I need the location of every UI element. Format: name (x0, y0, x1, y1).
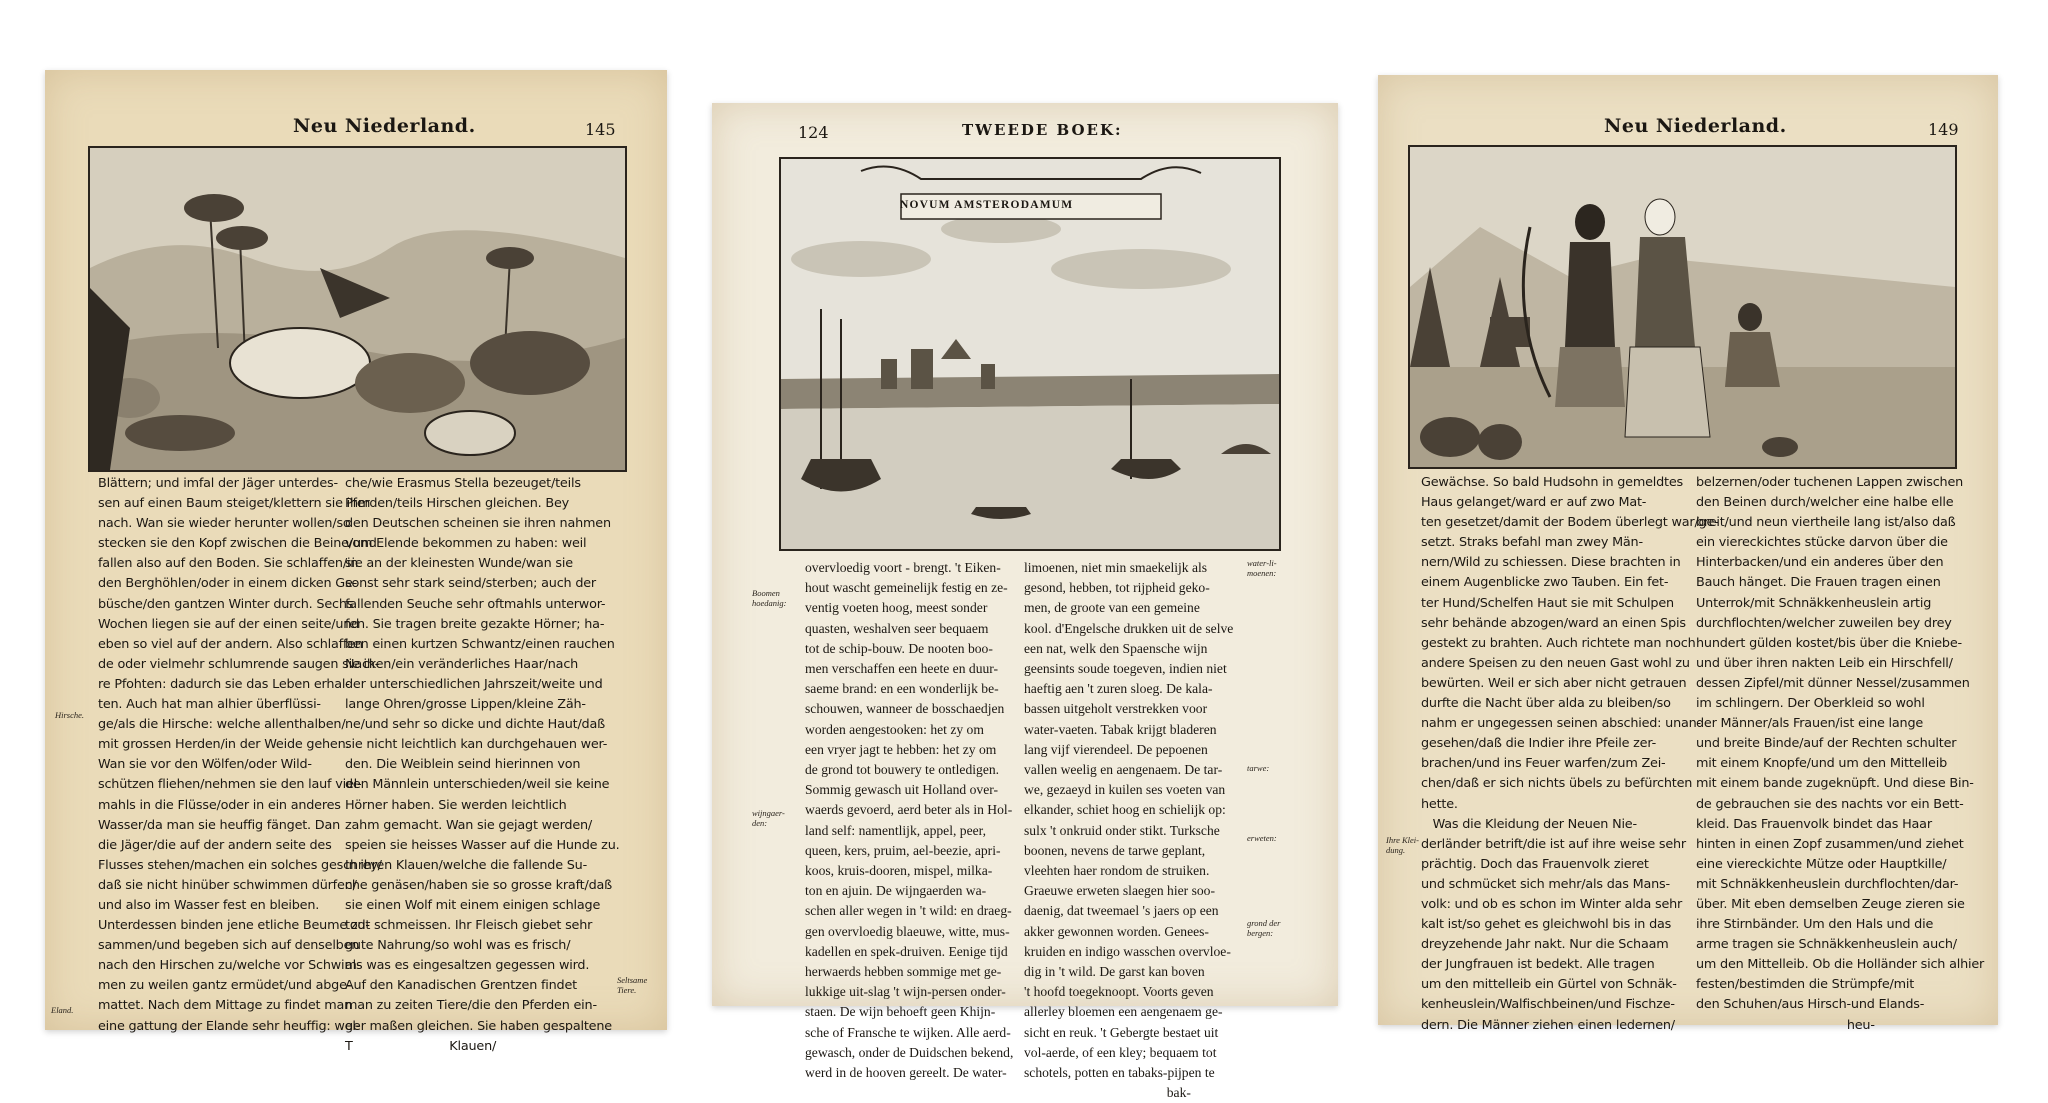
page-number: 145 (585, 120, 616, 139)
margin-note-erweten: erweten: (1247, 833, 1277, 843)
page-header: TWEEDE BOEK: (962, 121, 1123, 139)
right-text-column-2: belzernen/oder tuchenen Lappen zwischen den Beinen durch/welcher eine halbe elle breit/und neun viertheile lang ist/also daß ein viereckichtes stücke darvon über die Hinterbacken/und ein anderes über den Bauch hänget. Die Frauen tragen einen Unterrok/mit Schnäkkenheuslein artig durchflochten/welcher zuweilen bey drey hundert gülden kostet/bis über die Kniebe- und über ihren nakten Leib ein Hirschfell/ dessen Zipfel/mit dünner Nessel/zusammen im schlingern. Der Oberkleid so wohl der Männer/als Frauen/ist eine lange und breite Binde/auf der Rechten schulter mit einem Knopfe/und um den Mittelleib mit einem bande zugeknüpft. Und diese Bin- de gebrauchen sie des nachts vor ein Bett- kleid. Das Frauenvolk bindet das Haar hinten in einen Zopf zusammen/und ziehet eine viereckichte Mütze oder Hauptkille/ mit Schnäkkenheuslein durchflochten/dar- über. Mit eben demselben Zeuge zieren sie ihre Stirnbänder. Um den Hals und die arme tragen sie Schnäkkenheuslein auch/ um den Mittelleib. Ob die Holländer sich alhier festen/bestimden die Strümpfe/mit den Schuhen/aus Hirsch-und Elands- heu- (1696, 475, 1985, 1033)
middle-text-column-1: overvloedig voort - brengt. 't Eiken- hout wascht gemeinelijk festig en ze- ventig voeten hoog, meest sonder quasten, weshalven seer bequaem tot de schip-bouw. De nooten boo- men verschaffen een heete en duur- saeme brand: en een wonderlijk be- schouwen, wanneer de bosschaedjen worden aengestooken: het zy om een vryer jagt te hebben: het zy om de grond tot bouwery te ontledigen. Sommig gewasch uit Holland over- waerds gevoerd, aerd beter als in Hol- land self: namentlijk, appel, peer, queen, kers, pruim, ael-beezie, apri- koos, kruis-dooren, mispel, milka- ton en ajuin. De wijngaerden wa- schen aller wegen in 't wild: en draeg- gen overvloedig blaeuwe, witte, mus- kadellen en spek-druiven. Eenige tijd herwaerds hebben sommige met ge- lukkige uit-slag 't wijn-persen onder- staen. De wijn behoeft geen Khijn- sche of Fransche te wijken. Alle aerd- gewasch, onder de Duidschen bekend, werd in de hooven gereelt. De water- (805, 560, 1014, 1081)
middle-page-sheet (712, 103, 1338, 1101)
page-number: 149 (1928, 120, 1959, 139)
right-text-column-1: Gewächse. So bald Hudsohn in gemeldtes Haus gelanget/ward er auf zwo Mat- ten gesetzet/damit der Bodem überlegt war/ge- setzt. Straks befahl man zwey Män- nern/Wild zu schiessen. Diese brachten in einem Augenblicke zwo Tauben. Ein fet- ter Hund/Schelfen Haut sie mit Schulpen sehr behände abzogen/ward an einen Spis gestekt zu brahten. Auch richtete man noch andere Speisen zu den neuen Gast wohl zu bewürten. Weil er sich aber nicht getrauen durfte die Nacht über alda zu bleiben/so nahm er ungegessen seinen abschied: unan- gesehen/daß die Indier ihre Pfeile zer- brachen/und ins Feuer warfen/zum Zei- chen/daß er sich nichts übels zu befürchten hette. Was die Kleidung der Neuen Nie- derländer betrift/die ist auf ihre weise sehr prächtig. Doch das Frauenvolk zieret und schmücket sich mehr/als das Mans- volk: und ob es schon im Winter alda sehr kalt ist/so gehet es gleichwohl bis in das dreyzehende Jahr nakt. Nur die Schaam der Jungfrauen ist bedekt. Alle tragen um den mittelleib ein Gürtel von Schnäk- kenheuslein/Walfischbeinen/und Fischze- dern. Die Männer ziehen einen ledernen/ (1421, 475, 1719, 1033)
margin-note-waterlimoenen: water-li- moenen: (1247, 558, 1277, 578)
margin-note-hirsche: Hirsche. (55, 710, 85, 720)
natives-engraving-drawing (1410, 147, 1955, 467)
novum-amsterodamum-engraving (779, 157, 1281, 551)
natives-engraving (1408, 145, 1957, 469)
margin-note-boomen: Boomen hoedanig: (752, 588, 787, 608)
margin-note-tarwe: tarwe: (1247, 763, 1270, 773)
right-page-sheet (1378, 75, 1998, 1033)
page-title: Neu Niederland. (293, 115, 476, 137)
left-text-column-1: Blättern; und imfal der Jäger unterdes- sen auf einen Baum steiget/klettern sie ihm nach. Wan sie wieder herunter wollen/so stecken sie den Kopf zwischen die Beine/und fallen also auf den Boden. Sie schlaffen/in den Berghöhlen/oder in einem dicken Ge- büsche/den gantzen Winter durch. Sechs Wochen liegen sie auf der einen seite/und eben so viel auf der andern. Also schlaffen de oder vielmehr schlumrende saugen sie ih- re Pfohten: dadurch sie das Leben erhal- ten. Auch hat man alhier überflüssi- ge/als die Hirsche: welche allenthalben/ mit grossen Herden/in der Weide gehen. Wan sie vor den Wölfen/oder Wild- schützen fliehen/nehmen sie den lauf viel- mahls in die Flüsse/oder in ein anderes Wasser/da man sie heuffig fänget. Dan die Jäger/die auf der andern seite des Flusses stehen/machen ein solches geschrey/ daß sie nicht hinüber schwimmen dürfen/ und also im Wasser fest en bleiben. Unterdessen binden jene etliche Beume zu- sammen/und begeben sich auf denselben nach den Hirschen zu/welche vor Schwim- men zu weilen gantz ermüdet/und abge- mattet. Nach dem Mittage zu findet man eine gattung der Elande sehr heuffig: wel- (98, 476, 382, 1034)
page-number: 124 (798, 123, 829, 142)
margin-note-grond: grond der bergen: (1247, 918, 1281, 938)
banner-title: NOVUM AMSTERODAMUM (900, 199, 1074, 211)
margin-note-wijngaerden: wijngaer- den: (752, 808, 785, 828)
left-page-sheet (45, 70, 667, 1054)
left-text-column-2: che/wie Erasmus Stella bezeuget/teils Pferden/teils Hirschen gleichen. Bey den Deutschen scheinen sie ihren nahmen vom Elende bekommen zu haben: weil sie an der kleinesten Wunde/wan sie sonst sehr stark seind/sterben; auch der fallenden Seuche sehr oftmahls unterwor- fen. Sie tragen breite gezakte Hörner; ha- ben einen kurtzen Schwantz/einen rauchen Nacken/ein veränderliches Haar/nach der unterschiedlichen Jahrszeit/weite und lange Ohren/grosse Lippen/kleine Zäh- ne/und sehr so dicke und dichte Haut/daß sie nicht leichtlich kan durchgehauen wer- den. Die Weiblein seind hierinnen von den Männlein unterschieden/weil sie keine Hörner haben. Sie werden leichtlich zahm gemacht. Wan sie gejagt werden/ speien sie heisses Wasser auf die Hunde zu. In ihren Klauen/welche die fallende Su- che genäsen/haben sie so grosse kraft/daß sie einen Wolf mit einem einigen schlage todt schmeissen. Ihr Fleisch giebet sehr gute Nahrung/so wohl was es frisch/ als was es eingesaltzen gegessen wird. Auf den Kanadischen Grentzen findet man zu zeiten Tiere/die den Pferden ein- ger maßen gleichen. Sie haben gespaltene T Klauen/ (345, 476, 620, 1054)
animals-engraving (88, 146, 627, 472)
harbor-engraving-drawing (781, 159, 1279, 549)
animals-engraving-drawing (90, 148, 625, 470)
margin-note-seltsame: Seltsame Tiere. (617, 975, 648, 995)
page-title: Neu Niederland. (1604, 115, 1787, 137)
margin-note-eland: Eland. (51, 1005, 74, 1015)
middle-text-column-2: limoenen, niet min smaekelijk als gesond, hebben, tot rijpheid geko- men, de groote van een gemeine kool. d'Engelsche drukken uit de selve een nat, welk den Spaensche wijn geensints soude toegeven, indien niet haeftig aen 't zuren sloeg. De kala- bassen uitgeholt verstrekken voor water-vaeten. Tabak krijgt bladeren lang vijf vierendeel. De pepoenen vallen weelig en aengenaem. De tar- we, gezaeyd in kuilen ses voeten van elkander, schiet hoog en schielijk op: sulx 't onkruid onder stikt. Turksche boonen, nevens de tarwe geplant, vleehten haer rondom de struiken. Graeuwe erweten slaegen hier soo- daenig, dat tweemael 's jaers op een akker gewonnen worden. Genees- kruiden en indigo wasschen overvloe- dig in 't wild. De garst kan boven 't hoofd toegeknoopt. Voorts geven allerley bloemen een aengenaem ge- sicht en reuk. 't Gebergte bestaet uit vol-aerde, of een kley; bequaem tot schotels, potten en tabaks-pijpen te bak- (1024, 560, 1234, 1101)
margin-note-kleidung: Ihre Klei- dung. (1386, 835, 1419, 855)
